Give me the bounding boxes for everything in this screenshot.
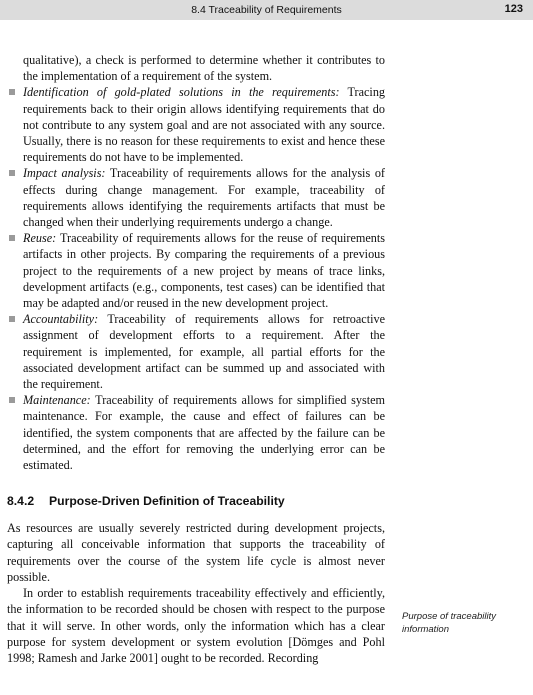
section-title: Purpose-Driven Definition of Traceability <box>49 494 285 509</box>
bullet-text: Traceability of requirements allows for the analysis of effects during change management. For example, traceability of requirements allows identifying the requirements artifacts that must be changed when their underlying requirements undergo a change. <box>23 166 385 230</box>
bullet-text: Traceability of requirements allows for the reuse of requirements artifacts in other projects. By comparing the requirements of a previous project to the requirements of a new project by means of trace links, development artifacts (e.g., components, test cases) can be identified that may be adapted and/or reused in the new development project. <box>23 231 385 311</box>
bullet-list <box>7 84 385 473</box>
bullet-square-icon <box>9 316 15 322</box>
bullet-item <box>7 84 385 165</box>
running-header-title: 8.4 Traceability of Requirements <box>191 4 342 16</box>
bullet-item <box>7 311 385 392</box>
paragraph: As resources are usually severely restricted during development projects, capturing all conceivable information that supports the traceability of requirements over the course of the system life cycle is almost never possible. <box>7 521 385 584</box>
bullet-term: Reuse: <box>23 231 57 246</box>
running-header <box>0 0 533 20</box>
bullet-square-icon <box>9 397 15 403</box>
bullet-square-icon <box>9 235 15 241</box>
bullet-term: Maintenance: <box>23 393 91 408</box>
section-heading <box>7 493 385 509</box>
bullet-text: Tracing requirements back to their origin allows identifying requirements that do not contribute to any system goal and are not associated with any source. Usually, there is no reason for these requirements to exist and hence these requirements do not have to be implemented. <box>23 85 386 165</box>
page-body <box>7 52 385 666</box>
section-number: 8.4.2 <box>7 494 35 509</box>
bullet-text: Traceability of requirements allows for simplified system maintenance. For example, the cause and effect of failures can be identified, the system components that are affected by the failure can be determined, and the effort for removing the underlying error can be estimated. <box>23 393 385 473</box>
bullet-term: Accountability: <box>23 312 99 327</box>
bullet-text: Traceability of requirements allows for retroactive assignment of development efforts to a requirement. After the requirement is implemented, for example, all partial efforts for the associated development artifact can be summed up and associated with the requirement. <box>23 312 385 392</box>
bullet-item <box>7 165 385 230</box>
bullet-term: Impact analysis: <box>23 166 106 181</box>
margin-note: Purpose of traceability information <box>402 611 496 635</box>
bullet-square-icon <box>9 89 15 95</box>
bullet-item <box>7 392 385 473</box>
page-number: 123 <box>504 3 523 15</box>
continuation-text: qualitative), a check is performed to determine whether it contributes to the implementation of a requirement of the system. <box>23 53 385 84</box>
bullet-term: Identification of gold-plated solutions in the requirements: <box>23 85 340 100</box>
bullet-item <box>7 230 385 311</box>
paragraph: In order to establish requirements traceability effectively and efficiently, the information to be recorded should be chosen with respect to the purpose that it will serve. In other words, only the information which has a clear purpose for system development or system evolution [Dömges and Pohl 1998; Ramesh and Jarke 2001] ought to be recorded. Recording <box>7 586 385 665</box>
bullet-square-icon <box>9 170 15 176</box>
